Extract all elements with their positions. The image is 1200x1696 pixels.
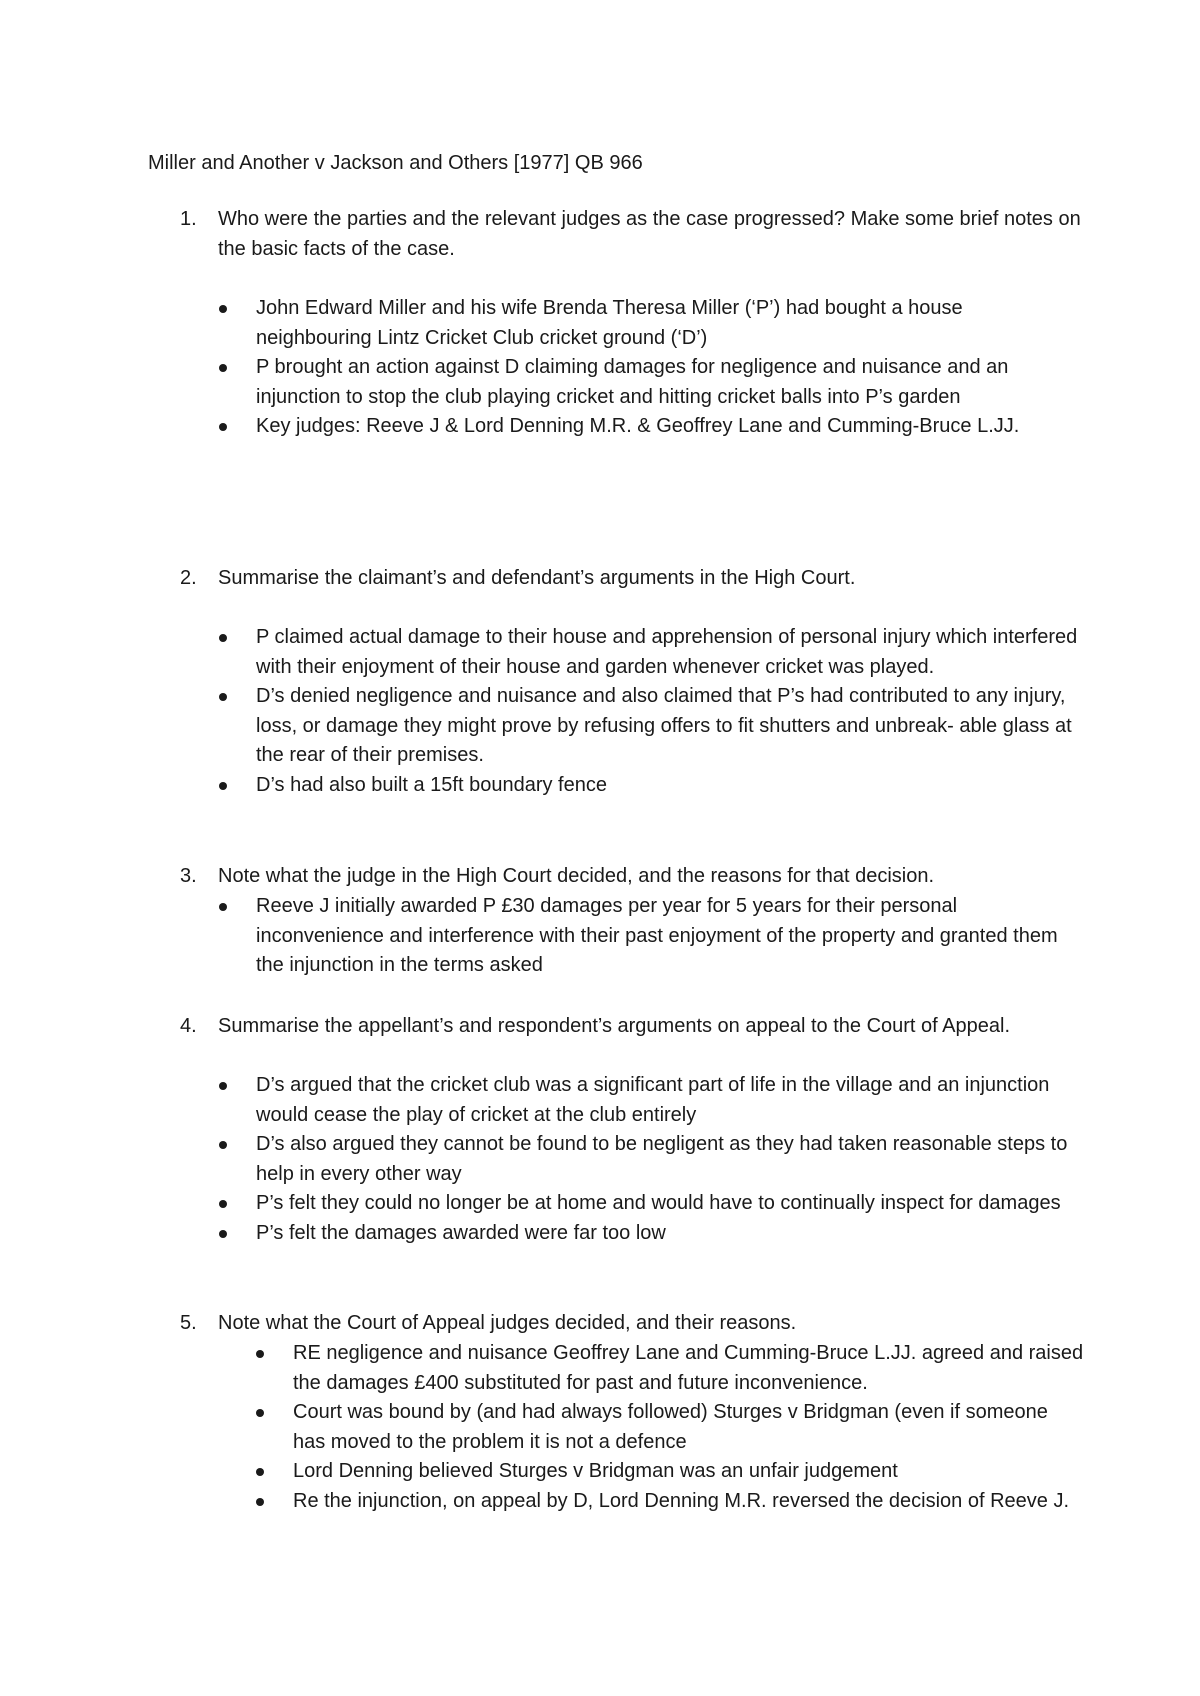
bullet-icon <box>219 423 227 431</box>
answer-bullet-list <box>0 623 1200 800</box>
answer-bullet <box>0 1130 1200 1189</box>
bullet-icon <box>219 1230 227 1238</box>
answer-bullet-list <box>0 892 1200 981</box>
bullet-icon <box>256 1409 264 1417</box>
answer-text: P brought an action against D claiming damages for negligence and nuisance and an injunction to stop the club playing cricket and hitting cricket balls into P’s garden <box>256 356 1009 408</box>
answer-text: Re the injunction, on appeal by D, Lord Denning M.R. reversed the decision of Reeve J. <box>293 1489 1069 1512</box>
bullet-icon <box>219 782 227 790</box>
answer-bullet <box>0 682 1200 771</box>
answer-text: Court was bound by (and had always followed) Sturges v Bridgman (even if someone has moved to the problem it is not a defence <box>293 1401 1048 1453</box>
bullet-icon <box>256 1468 264 1476</box>
answer-text: Reeve J initially awarded P £30 damages per year for 5 years for their personal inconvenience and interference with their past enjoyment of the property and granted them the injunction in the terms asked <box>256 895 1058 976</box>
answer-text: RE negligence and nuisance Geoffrey Lane and Cumming-Bruce L.JJ. agreed and raised the damages £400 substituted for past and future inconvenience. <box>293 1342 1084 1394</box>
question-number: 5. <box>180 1312 197 1334</box>
bullet-icon <box>219 1141 227 1149</box>
question-text: Note what the Court of Appeal judges decided, and their reasons. <box>218 1312 797 1334</box>
answer-bullet <box>0 1398 1200 1457</box>
answer-bullet <box>0 353 1200 412</box>
answer-text: D’s also argued they cannot be found to be negligent as they had taken reasonable steps to help in every other way <box>256 1133 1068 1185</box>
answer-bullet <box>0 1071 1200 1130</box>
answer-text: John Edward Miller and his wife Brenda Theresa Miller (‘P’) had bought a house neighbouring Lintz Cricket Club cricket ground (‘D’) <box>256 297 963 349</box>
answer-bullet <box>0 412 1200 442</box>
bullet-icon <box>219 305 227 313</box>
answer-bullet <box>0 623 1200 682</box>
answer-bullet-list <box>0 1339 1200 1516</box>
bullet-icon <box>219 903 227 911</box>
document-title: Miller and Another v Jackson and Others [1977] QB 966 <box>148 152 643 174</box>
answer-bullet-list <box>0 294 1200 442</box>
answer-text: D’s had also built a 15ft boundary fence <box>256 773 607 796</box>
bullet-icon <box>219 1200 227 1208</box>
answer-bullet <box>0 294 1200 353</box>
bullet-icon <box>219 634 227 642</box>
question-text: Who were the parties and the relevant judges as the case progressed? Make some brief notes on the basic facts of the case. <box>218 208 1081 260</box>
bullet-icon <box>256 1350 264 1358</box>
answer-text: Key judges: Reeve J & Lord Denning M.R. & Geoffrey Lane and Cumming-Bruce L.JJ. <box>256 415 1020 437</box>
answer-bullet <box>0 1219 1200 1249</box>
bullet-icon <box>219 364 227 372</box>
answer-bullet <box>0 771 1200 801</box>
question-number: 4. <box>180 1015 197 1037</box>
question-text: Note what the judge in the High Court decided, and the reasons for that decision. <box>218 865 935 887</box>
answer-text: D’s argued that the cricket club was a significant part of life in the village and an injunction would cease the play of cricket at the club entirely <box>256 1074 1050 1126</box>
bullet-icon <box>219 1082 227 1090</box>
answer-bullet <box>0 1487 1200 1517</box>
answer-text: P’s felt the damages awarded were far too low <box>256 1221 666 1244</box>
bullet-icon <box>219 693 227 701</box>
answer-text: P’s felt they could no longer be at home and would have to continually inspect for damages <box>256 1192 1061 1214</box>
bullet-icon <box>256 1498 264 1506</box>
question-number: 3. <box>180 865 197 887</box>
answer-bullet-list <box>0 1071 1200 1248</box>
answer-text: P claimed actual damage to their house and apprehension of personal injury which interfered with their enjoyment of their house and garden whenever cricket was played. <box>256 626 1078 678</box>
question-text: Summarise the appellant’s and respondent’s arguments on appeal to the Court of Appeal. <box>218 1015 1011 1037</box>
answer-text: D’s denied negligence and nuisance and also claimed that P’s had contributed to any injury, loss, or damage they might prove by refusing offers to fit shutters and unbreak- able glass at the rear of their premises. <box>256 685 1072 766</box>
answer-bullet <box>0 892 1200 981</box>
question-number: 1. <box>180 208 197 230</box>
answer-bullet <box>0 1339 1200 1398</box>
answer-text: Lord Denning believed Sturges v Bridgman was an unfair judgement <box>293 1460 898 1482</box>
question-number: 2. <box>180 567 197 589</box>
question-text: Summarise the claimant’s and defendant’s arguments in the High Court. <box>218 567 856 589</box>
answer-bullet <box>0 1457 1200 1487</box>
answer-bullet <box>0 1189 1200 1219</box>
